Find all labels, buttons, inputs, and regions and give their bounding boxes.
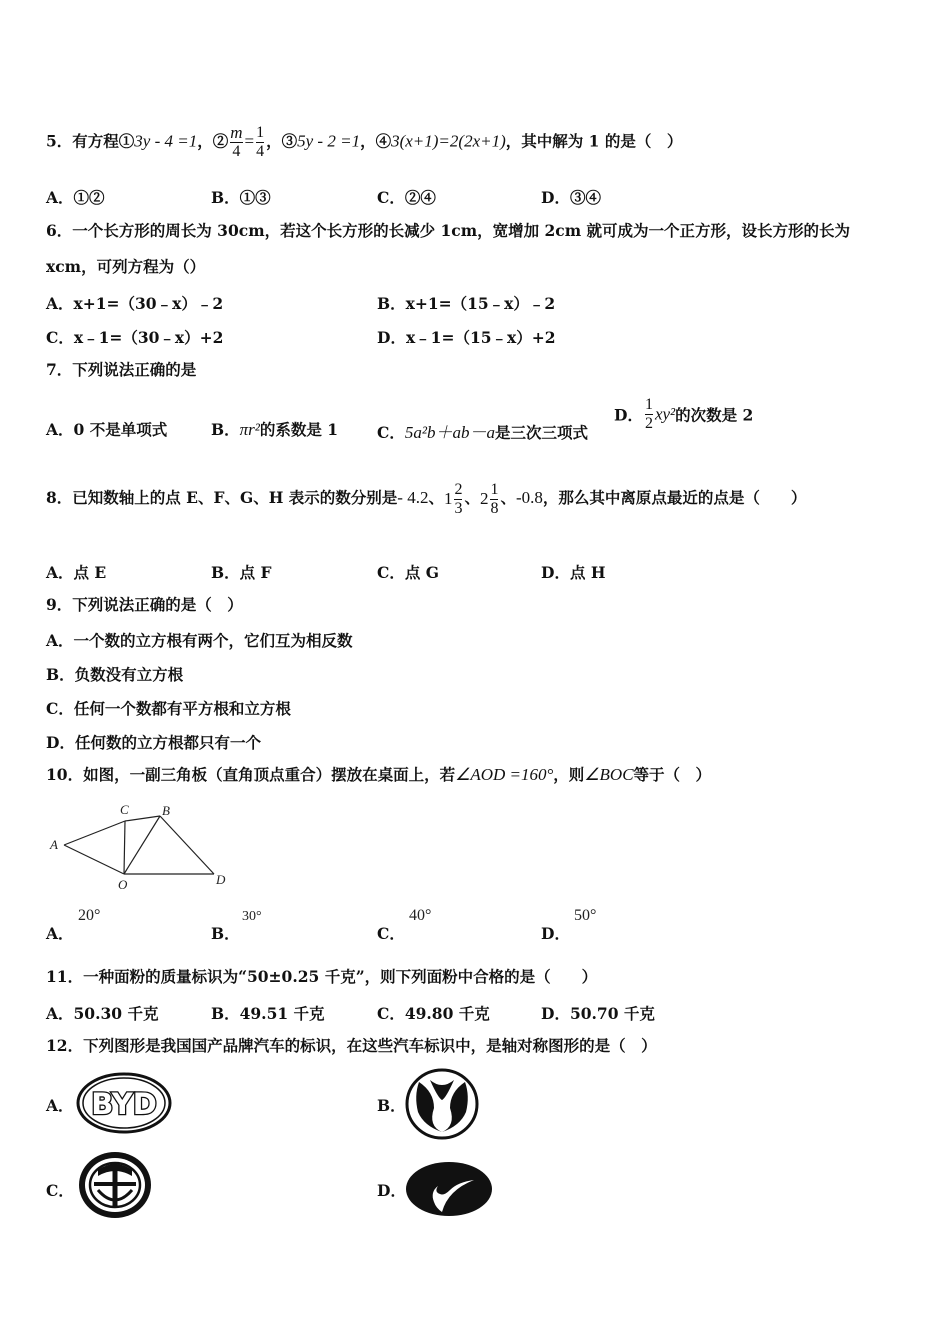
- q11-option-b[interactable]: B．49.51 千克: [211, 1004, 325, 1023]
- q7-option-c[interactable]: C．5a²b＋ab－a是三次三项式: [377, 423, 588, 442]
- q9-option-d[interactable]: D．任何数的立方根都只有一个: [46, 733, 261, 752]
- label-a: A: [50, 837, 58, 852]
- byd-logo-icon: [76, 1072, 172, 1134]
- q11-option-c[interactable]: C．49.80 千克: [377, 1004, 490, 1023]
- q8-mixed-fraction-2: $\frac{1}{8}$: [490, 480, 499, 517]
- q10-option-d-value: 50°: [574, 907, 597, 924]
- q6-option-a[interactable]: A．x+1=（30﹣x）﹣2: [46, 294, 224, 313]
- q8-stem: 8．已知数轴上的点 E、F、G、H 表示的数分别是- 4.2、1 $\frac{2}{3}$ 、2 $\frac{1}{8}$ 、-0.8，那么其中离原点最近的点是（ ）: [46, 480, 807, 517]
- label-d: D: [216, 872, 226, 887]
- q8-option-c[interactable]: C．点 G: [377, 563, 439, 582]
- q10-triangle-figure: [44, 798, 234, 896]
- q12-option-d[interactable]: D．: [377, 1181, 406, 1200]
- svg-text:BYD: BYD: [91, 1087, 157, 1121]
- q10-option-c[interactable]: C．: [377, 924, 405, 943]
- q9-option-c[interactable]: C．任何一个数都有平方根和立方根: [46, 699, 291, 718]
- hafei-logo-icon: [404, 1160, 494, 1218]
- q6-option-d[interactable]: D．x﹣1=（15﹣x）+2: [377, 328, 556, 347]
- q5-option-c[interactable]: C．②④: [377, 188, 436, 207]
- q5-eq2-left-fraction: $\frac{m}{4}$: [230, 123, 243, 160]
- label-c: C: [120, 802, 129, 817]
- q5-stem: 5．有方程①3y - 4 =1，② $\frac{m}{4}$ = $\frac{1}{4}$ ，③5y - 2 =1，④3(x+1)=2(2x+1)，其中解为 1 的是（ ）: [46, 123, 683, 160]
- q10-option-b[interactable]: B．: [211, 924, 240, 943]
- q10-option-b-value: 30°: [242, 909, 262, 924]
- q7-option-d[interactable]: D． $\frac{1}{2}$ xy²的次数是 2: [614, 396, 754, 432]
- q6-stem-line1: 6．一个长方形的周长为 30cm，若这个长方形的长减少 1cm，宽增加 2cm 就可成为一个正方形，设长方形的长为: [46, 221, 851, 240]
- q6-option-b[interactable]: B．x+1=（15﹣x）﹣2: [377, 294, 556, 313]
- q5-eq3: 5y - 2 =1: [297, 131, 361, 151]
- q10-option-a[interactable]: A．: [46, 924, 74, 943]
- segment-ob: [124, 816, 160, 874]
- q5-option-d[interactable]: D．③④: [541, 188, 601, 207]
- q5-eq2-right-fraction: $\frac{1}{4}$: [256, 124, 265, 160]
- q11-option-d[interactable]: D．50.70 千克: [541, 1004, 655, 1023]
- q8-option-b[interactable]: B．点 F: [211, 563, 272, 582]
- q9-stem: 9．下列说法正确的是（ ）: [46, 595, 243, 614]
- q8-option-a[interactable]: A．点 E: [46, 563, 107, 582]
- q6-option-c[interactable]: C．x﹣1=（30﹣x）+2: [46, 328, 224, 347]
- q12-option-a[interactable]: A．: [46, 1096, 74, 1115]
- q12-option-c[interactable]: C．: [46, 1181, 74, 1200]
- q5-option-a[interactable]: A．①②: [46, 188, 105, 207]
- dongfeng-logo-icon: [404, 1068, 480, 1140]
- q10-stem: 10．如图，一副三角板（直角顶点重合）摆放在桌面上，若∠AOD =160°，则∠BOC等于（ ）: [46, 765, 712, 784]
- q12-stem: 12．下列图形是我国国产品牌汽车的标识，在这些汽车标识中，是轴对称图形的是（ ）: [46, 1036, 657, 1055]
- q11-option-a[interactable]: A．50.30 千克: [46, 1004, 159, 1023]
- label-b: B: [162, 803, 170, 818]
- segment-co: [124, 821, 125, 874]
- label-o: O: [118, 877, 128, 892]
- segment-ao: [64, 845, 124, 874]
- q9-option-a[interactable]: A．一个数的立方根有两个，它们互为相反数: [46, 631, 353, 650]
- brilliance-logo-icon: [76, 1150, 154, 1220]
- q7-option-b[interactable]: B．πr²的系数是 1: [211, 420, 339, 439]
- segment-ac: [64, 821, 125, 845]
- q10-option-d[interactable]: D．: [541, 924, 570, 943]
- q8-option-d[interactable]: D．点 H: [541, 563, 606, 582]
- q7-half-fraction: $\frac{1}{2}$: [644, 396, 653, 432]
- q12-option-b[interactable]: B．: [377, 1096, 406, 1115]
- q8-mixed-fraction-1: $\frac{2}{3}$: [454, 480, 463, 517]
- segment-bd: [160, 816, 214, 874]
- q9-option-b[interactable]: B．负数没有立方根: [46, 665, 184, 684]
- q5-eq1: 3y - 4 =1: [134, 131, 198, 151]
- q10-option-c-value: 40°: [409, 907, 432, 924]
- q11-stem: 11．一种面粉的质量标识为“50±0.25 千克”，则下列面粉中合格的是（ ）: [46, 967, 598, 986]
- q5-eq4: 3(x+1)=2(2x+1): [391, 131, 506, 151]
- q6-stem-line2: xcm，可列方程为（）: [46, 257, 206, 276]
- q10-option-a-value: 20°: [78, 907, 101, 924]
- q7-stem: 7．下列说法正确的是: [46, 360, 197, 379]
- q5-option-b[interactable]: B．①③: [211, 188, 271, 207]
- segment-cb: [125, 816, 160, 821]
- q7-option-a[interactable]: A．0 不是单项式: [46, 420, 168, 439]
